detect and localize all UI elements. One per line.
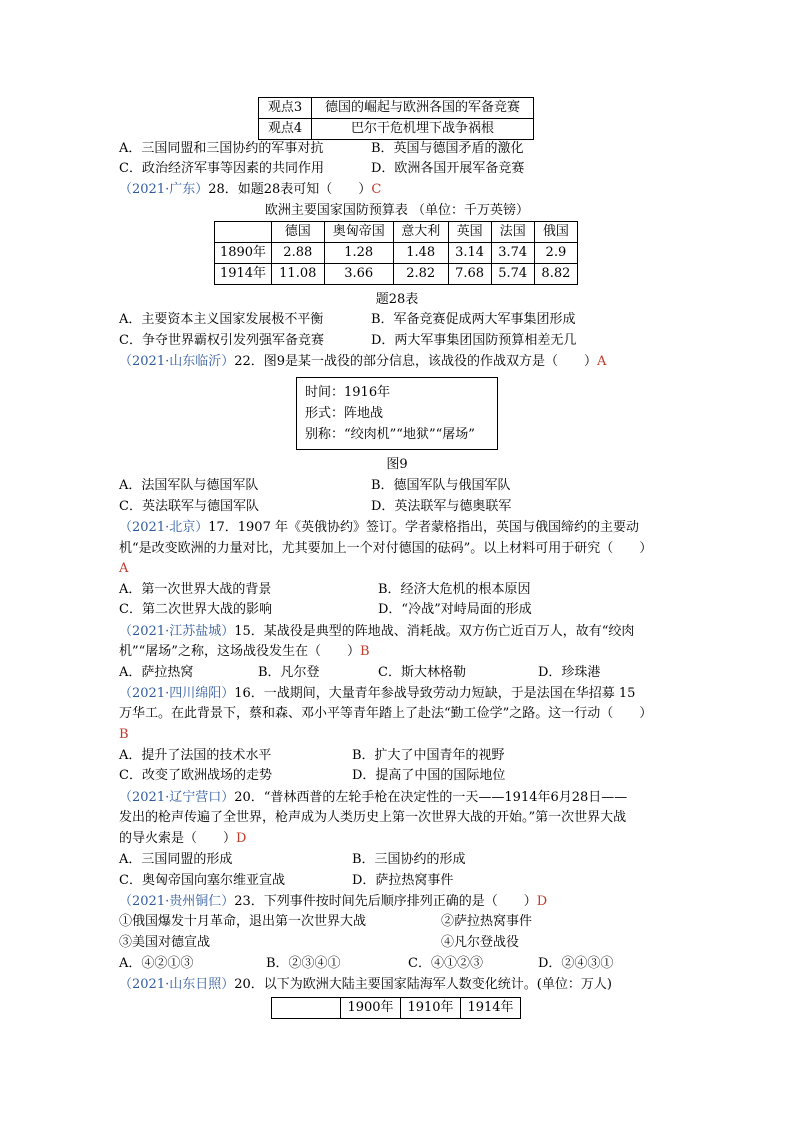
cell: 2.82 bbox=[393, 264, 448, 285]
option-d: D．两大军事集团国防预算相差无几 bbox=[371, 333, 577, 348]
answer: B bbox=[119, 727, 129, 742]
viewpoint-label: 观点4 bbox=[259, 119, 312, 140]
cell: 3.14 bbox=[448, 243, 491, 264]
budget-table bbox=[214, 221, 578, 285]
header-cell: 奥匈帝国 bbox=[324, 222, 393, 243]
option-b: B．经济大危机的根本原因 bbox=[378, 582, 531, 597]
viewpoint-label: 观点3 bbox=[259, 98, 312, 119]
viewpoint-table bbox=[258, 97, 534, 140]
answer: A bbox=[597, 354, 607, 369]
question-22 bbox=[119, 353, 606, 371]
option-d: D．②④③① bbox=[538, 956, 614, 971]
option-c: C．改变了欧洲战场的走势 bbox=[119, 768, 272, 783]
answer: D bbox=[236, 831, 247, 846]
header-cell bbox=[272, 998, 341, 1019]
option-b: B．②③④① bbox=[266, 956, 341, 971]
question-28 bbox=[119, 181, 381, 199]
box-line: 形式：阵地战 bbox=[305, 406, 384, 421]
question-23 bbox=[119, 893, 547, 911]
question-stem: 20．“普林西普的左轮手枪在决定性的一天——1914年6月28日—— bbox=[234, 790, 628, 805]
answer: A bbox=[119, 561, 129, 576]
question-20 bbox=[119, 789, 627, 807]
question-stem: 的导火索是（ ） bbox=[119, 831, 237, 846]
question-16 bbox=[119, 685, 635, 703]
option-c: C．奥匈帝国向塞尔维亚宣战 bbox=[119, 873, 285, 888]
question-stem: 23．下列事件按时间先后顺序排列正确的是（ ） bbox=[234, 894, 537, 909]
cell: 7.68 bbox=[448, 264, 491, 285]
table-row bbox=[215, 264, 578, 285]
cell: 5.74 bbox=[491, 264, 534, 285]
table-row bbox=[259, 98, 534, 119]
option-c: C．英法联军与德国军队 bbox=[119, 499, 259, 514]
option-c: C．④①②③ bbox=[408, 956, 483, 971]
question-stem: 17．1907 年《英俄协约》签订。学者蒙格指出，英国与俄国缔约的主要动 bbox=[208, 520, 639, 535]
question-source: （2021·北京） bbox=[119, 520, 209, 535]
table-header-row bbox=[272, 998, 521, 1019]
option-d: D．欧洲各国开展军备竞赛 bbox=[371, 161, 525, 176]
option-b: B．凡尔登 bbox=[258, 665, 320, 680]
question-stem: 15．某战役是典型的阵地战、消耗战。双方伤亡近百万人，故有“绞肉 bbox=[234, 624, 635, 639]
option-d: D．萨拉热窝事件 bbox=[352, 873, 454, 888]
header-cell: 意大利 bbox=[393, 222, 448, 243]
option-d: D．珍珠港 bbox=[538, 665, 601, 680]
cell: 1.28 bbox=[324, 243, 393, 264]
header-cell: 英国 bbox=[448, 222, 491, 243]
event-item: ④凡尔登战役 bbox=[441, 935, 520, 950]
question-source: （2021·广东） bbox=[119, 182, 209, 197]
cell: 3.74 bbox=[491, 243, 534, 264]
header-cell: 1914年 bbox=[461, 998, 521, 1019]
header-cell: 1900年 bbox=[341, 998, 401, 1019]
question-source: （2021·山东临沂） bbox=[119, 354, 235, 369]
option-b: B．扩大了中国青年的视野 bbox=[352, 748, 505, 763]
option-a: A．三国同盟和三国协约的军事对抗 bbox=[119, 141, 324, 156]
option-d: D．提高了中国的国际地位 bbox=[352, 768, 506, 783]
question-20-line3 bbox=[119, 830, 246, 848]
cell: 1.48 bbox=[393, 243, 448, 264]
question-stem: 28．如题28表可知（ ） bbox=[208, 182, 372, 197]
figure-caption: 图9 bbox=[386, 457, 408, 472]
table-header-row bbox=[215, 222, 578, 243]
answer: B bbox=[359, 644, 370, 659]
cell: 2.9 bbox=[534, 243, 577, 264]
question-source: （2021·山东日照） bbox=[119, 977, 235, 992]
table-title: 欧洲主要国家国防预算表 （单位：千万英镑） bbox=[264, 203, 530, 218]
cell: 1914年 bbox=[215, 264, 272, 285]
table-row bbox=[259, 119, 534, 140]
option-c: C．第二次世界大战的影响 bbox=[119, 602, 272, 617]
battle-info-box bbox=[296, 377, 498, 450]
question-source: （2021·四川绵阳） bbox=[119, 686, 235, 701]
cell: 2.88 bbox=[272, 243, 325, 264]
event-item: ③美国对德宣战 bbox=[119, 935, 211, 950]
option-c: C．政治经济军事等因素的共同作用 bbox=[119, 161, 324, 176]
question-source: （2021·辽宁营口） bbox=[119, 790, 235, 805]
question-15 bbox=[119, 623, 634, 641]
question-stem: 机“是改变欧洲的力量对比，尤其要加上一个对付德国的砝码”。以上材料可用于研究（ ） bbox=[119, 541, 653, 556]
header-cell: 法国 bbox=[491, 222, 534, 243]
event-item: ①俄国爆发十月革命，退出第一次世界大战 bbox=[119, 914, 367, 929]
box-line: 时间：1916年 bbox=[305, 385, 391, 400]
question-20-rizhao bbox=[119, 976, 612, 994]
question-17 bbox=[119, 519, 639, 537]
header-cell: 俄国 bbox=[534, 222, 577, 243]
answer: C bbox=[371, 182, 382, 197]
cell: 3.66 bbox=[324, 264, 393, 285]
question-stem: 机”“屠场”之称，这场战役发生在（ ） bbox=[119, 644, 360, 659]
option-d: D．英法联军与德奥联军 bbox=[371, 499, 512, 514]
header-cell bbox=[215, 222, 272, 243]
question-source: （2021·江苏盐城） bbox=[119, 624, 235, 639]
box-line: 别称：“绞肉机”“地狱”“屠场” bbox=[305, 427, 475, 442]
viewpoint-text: 德国的崛起与欧洲各国的军备竞赛 bbox=[312, 98, 534, 119]
question-stem: 万华工。在此背景下，蔡和森、邓小平等青年踏上了赴法“勤工俭学”之路。这一行动（ ） bbox=[119, 706, 653, 721]
question-stem: 发出的枪声传遍了全世界，枪声成为人类历史上第一次世界大战的开始。”第一次世界大战 bbox=[119, 810, 627, 825]
question-stem: 16．一战期间，大量青年参战导致劳动力短缺，于是法国在华招募 15 bbox=[234, 686, 636, 701]
option-b: B．三国协约的形成 bbox=[352, 852, 466, 867]
option-a: A．第一次世界大战的背景 bbox=[119, 582, 272, 597]
table-row bbox=[215, 243, 578, 264]
table-caption: 题28表 bbox=[375, 292, 419, 307]
option-a: A．法国军队与德国军队 bbox=[119, 478, 259, 493]
option-b: B．德国军队与俄国军队 bbox=[371, 478, 511, 493]
option-b: B．军备竞赛促成两大军事集团形成 bbox=[371, 312, 576, 327]
header-cell: 德国 bbox=[272, 222, 325, 243]
cell: 8.82 bbox=[534, 264, 577, 285]
option-a: A．萨拉热窝 bbox=[119, 665, 194, 680]
option-c: C．斯大林格勒 bbox=[378, 665, 466, 680]
event-item: ②萨拉热窝事件 bbox=[441, 914, 533, 929]
question-source: （2021·贵州铜仁） bbox=[119, 894, 235, 909]
cell: 1890年 bbox=[215, 243, 272, 264]
answer: D bbox=[536, 894, 548, 909]
option-a: A．提升了法国的技术水平 bbox=[119, 748, 272, 763]
option-a: A．三国同盟的形成 bbox=[119, 852, 233, 867]
option-a: A．主要资本主义国家发展极不平衡 bbox=[119, 312, 324, 327]
army-table bbox=[271, 997, 521, 1019]
question-stem: 22．图9是某一战役的部分信息，该战役的作战双方是（ ） bbox=[234, 354, 598, 369]
option-a: A．④②①③ bbox=[119, 956, 194, 971]
header-cell: 1910年 bbox=[401, 998, 461, 1019]
option-d: D．“冷战”对峙局面的形成 bbox=[378, 602, 532, 617]
option-b: B．英国与德国矛盾的激化 bbox=[371, 141, 524, 156]
cell: 11.08 bbox=[272, 264, 325, 285]
viewpoint-text: 巴尔干危机埋下战争祸根 bbox=[312, 119, 534, 140]
question-15-line2 bbox=[119, 643, 370, 661]
option-c: C．争夺世界霸权引发列强军备竞赛 bbox=[119, 333, 324, 348]
question-stem: 20．以下为欧洲大陆主要国家陆海军人数变化统计。(单位：万人) bbox=[234, 977, 612, 992]
